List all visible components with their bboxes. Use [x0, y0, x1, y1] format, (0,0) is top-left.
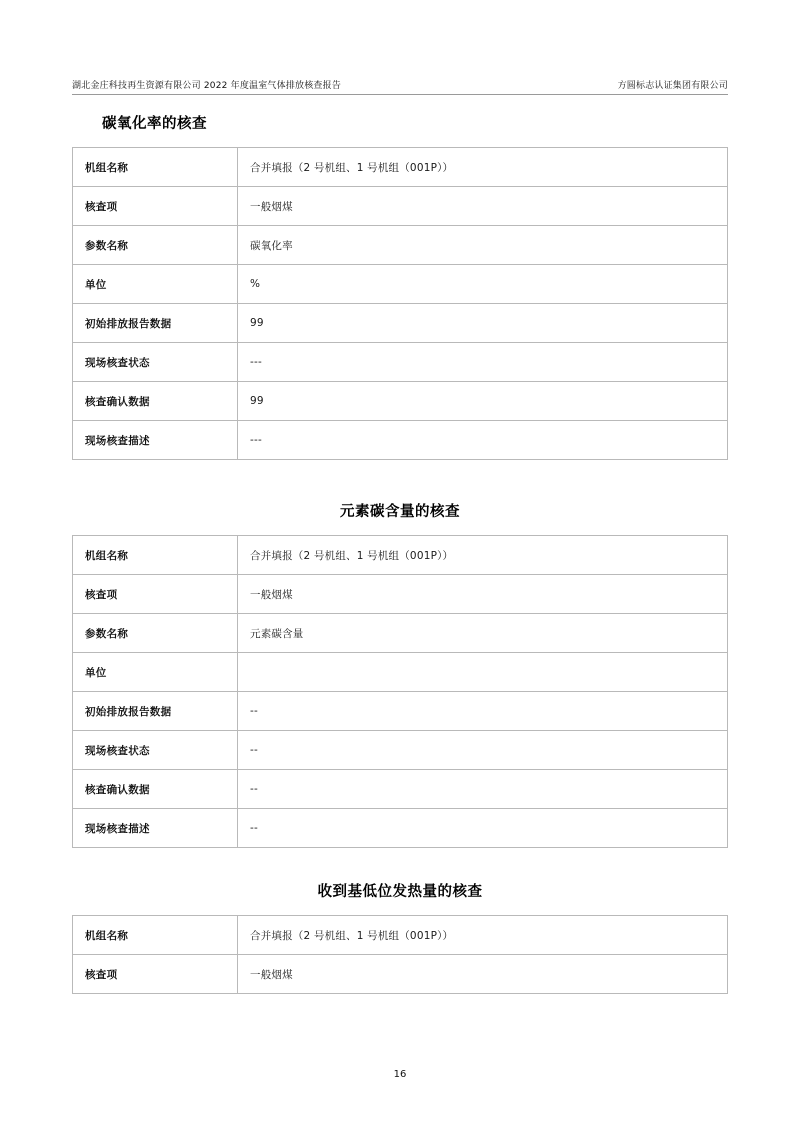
- row-label: 初始排放报告数据: [73, 304, 238, 343]
- row-label: 机组名称: [73, 148, 238, 187]
- row-value: %: [238, 265, 728, 304]
- row-label: 核查确认数据: [73, 770, 238, 809]
- table-heating-value: [72, 915, 728, 994]
- table-row: [73, 575, 728, 614]
- table-row: [73, 382, 728, 421]
- row-value: 一般烟煤: [238, 187, 728, 226]
- row-label: 单位: [73, 653, 238, 692]
- header-left-text: 湖北金庄科技再生资源有限公司 2022 年度温室气体排放核查报告: [72, 81, 342, 91]
- table-row: [73, 614, 728, 653]
- row-label: 核查项: [73, 187, 238, 226]
- table-row: [73, 770, 728, 809]
- row-value: ---: [238, 421, 728, 460]
- row-value: 碳氧化率: [238, 226, 728, 265]
- section-title-carbon-content: 元素碳含量的核查: [340, 504, 460, 520]
- table-row: [73, 536, 728, 575]
- row-value: [238, 653, 728, 692]
- row-value: --: [238, 770, 728, 809]
- row-value: 合并填报（2 号机组、1 号机组（001P））: [238, 536, 728, 575]
- table-row: [73, 731, 728, 770]
- row-value: 99: [238, 304, 728, 343]
- row-label: 核查项: [73, 955, 238, 994]
- row-value: 元素碳含量: [238, 614, 728, 653]
- table-row: [73, 187, 728, 226]
- row-label: 现场核查描述: [73, 421, 238, 460]
- row-label: 参数名称: [73, 614, 238, 653]
- row-value: 一般烟煤: [238, 575, 728, 614]
- table-row: [73, 809, 728, 848]
- table-row: [73, 421, 728, 460]
- page-number: 16: [393, 1069, 407, 1080]
- table-row: [73, 916, 728, 955]
- row-label: 现场核查描述: [73, 809, 238, 848]
- row-value: 99: [238, 382, 728, 421]
- row-value: 合并填报（2 号机组、1 号机组（001P））: [238, 148, 728, 187]
- row-label: 现场核查状态: [73, 343, 238, 382]
- table-row: [73, 148, 728, 187]
- table-row: [73, 226, 728, 265]
- table-row: [73, 653, 728, 692]
- table-row: [73, 955, 728, 994]
- row-value: --: [238, 692, 728, 731]
- table-row: [73, 692, 728, 731]
- table-carbon-oxidation: [72, 147, 728, 460]
- page-header: [72, 78, 728, 91]
- row-label: 现场核查状态: [73, 731, 238, 770]
- document-body: [72, 104, 728, 1000]
- row-value: 合并填报（2 号机组、1 号机组（001P））: [238, 916, 728, 955]
- table-row: [73, 343, 728, 382]
- row-value: --: [238, 731, 728, 770]
- row-label: 机组名称: [73, 916, 238, 955]
- header-divider: [72, 94, 728, 95]
- row-label: 单位: [73, 265, 238, 304]
- section-spacer: [72, 466, 728, 492]
- table-row: [73, 265, 728, 304]
- section-spacer: [72, 854, 728, 872]
- row-label: 机组名称: [73, 536, 238, 575]
- section-title-carbon-oxidation: 碳氧化率的核查: [102, 116, 207, 132]
- table-row: [73, 304, 728, 343]
- row-label: 初始排放报告数据: [73, 692, 238, 731]
- row-label: 核查确认数据: [73, 382, 238, 421]
- table-carbon-content: [72, 535, 728, 848]
- row-value: --: [238, 809, 728, 848]
- row-value: ---: [238, 343, 728, 382]
- row-value: 一般烟煤: [238, 955, 728, 994]
- section-title-heating-value: 收到基低位发热量的核查: [317, 884, 483, 900]
- header-right-text: 方圆标志认证集团有限公司: [617, 81, 728, 91]
- row-label: 核查项: [73, 575, 238, 614]
- row-label: 参数名称: [73, 226, 238, 265]
